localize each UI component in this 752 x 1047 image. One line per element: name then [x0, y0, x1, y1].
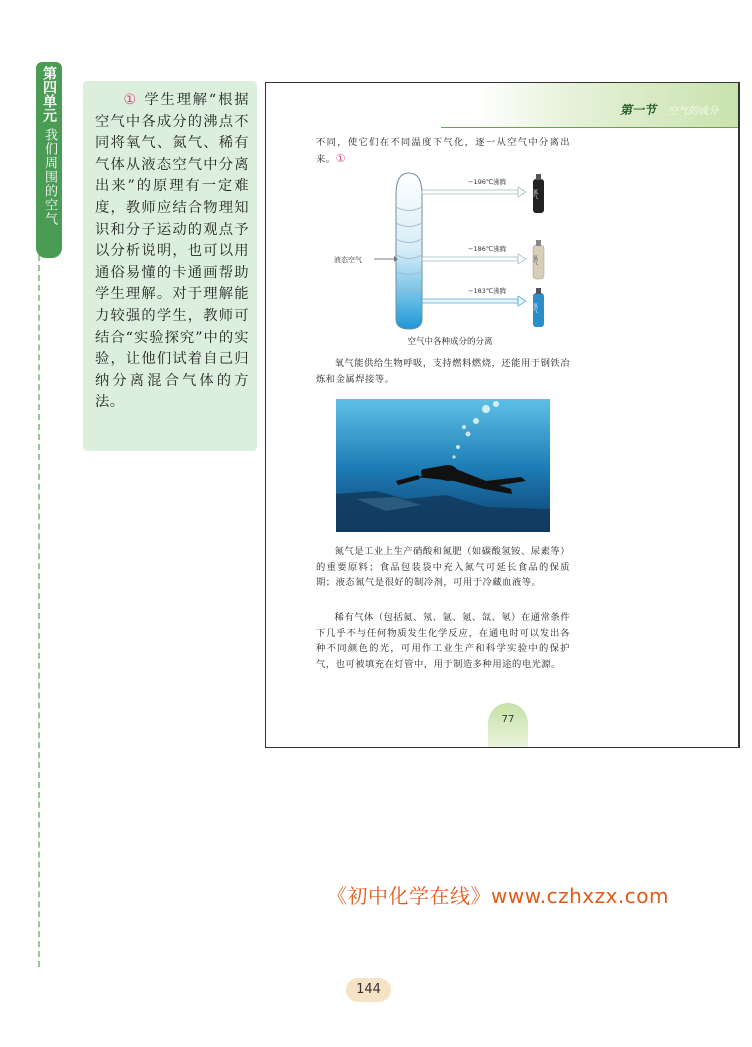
output-oxygen [422, 286, 544, 327]
section-title: 第一节 [619, 103, 656, 117]
paragraph-intro [316, 135, 570, 167]
output-nitrogen [422, 174, 544, 213]
watermark: 《初中化学在线》www.czhxzx.com [327, 884, 670, 908]
page-number: 144 [346, 978, 391, 1002]
distillation-column [396, 173, 422, 329]
output-label-3: −183℃沸腾 [468, 287, 507, 295]
diagram-caption: 空气中各种成分的分离 [407, 337, 493, 347]
output-gas-3: 氧气 [532, 303, 538, 313]
paragraph-intro-text: 不同，使它们在不同温度下气化，逐一从空气中分离出来。 [316, 137, 570, 165]
paragraph-oxygen: 氧气能供给生物呼吸，支持燃料燃烧，还能用于钢铁冶炼和金属焊接等。 [316, 358, 570, 385]
margin-dashed-line [38, 255, 40, 967]
inset-page-tab [488, 703, 528, 748]
separation-diagram [330, 169, 560, 344]
output-gas-1: 氮气 [532, 189, 538, 199]
output-gas-2: 氩气 [532, 255, 538, 265]
paragraph-noble-gases: 稀有气体（包括氦、氖、氩、氪、氙、氡）在通常条件下几乎不与任何物质发生化学反应，在通电时可以发出各种不同颜色的光，可用作工业生产和科学实验中的保护气，也可被填充在灯管中，用于制造多种用途的电光源。 [316, 612, 570, 670]
inset-page-edge [739, 82, 743, 748]
diver-photo [336, 399, 550, 532]
output-label-2: −186℃沸腾 [468, 245, 507, 253]
unit-title: 我们周围的空气 [42, 128, 57, 226]
unit-label: 第四单元 [41, 66, 57, 122]
header-rule [441, 127, 739, 128]
output-argon [422, 240, 544, 279]
input-label: 液态空气 [334, 256, 362, 264]
inset-page-number: 77 [501, 714, 515, 725]
textbook-page-image [265, 82, 739, 748]
section-name: 空气的成分 [668, 106, 718, 117]
output-label-1: −196℃沸腾 [468, 178, 507, 186]
note-text: 学生理解“根据空气中各成分的沸点不同将氧气、氮气、稀有气体从液态空气中分离出来”的原理有一定难度，教师应结合物理知识和分子运动的观点予以分析说明，也可以用通俗易懂的卡通画帮助学生理解。对于理解能力较强的学生，教师可结合“实验探究”中的实验，让他们试着自己归纳分离混合气体的方法。 [95, 92, 250, 411]
note-marker: ① [122, 92, 138, 108]
intro-marker: ① [335, 151, 346, 165]
paragraph-nitrogen: 氮气是工业上生产硝酸和氮肥（如碳酸氢铵、尿素等）的重要原料；食品包装袋中充入氮气可延长食品的保质期；液态氮气是很好的制冷剂，可用于冷藏血液等。 [316, 546, 570, 588]
unit-tab [36, 62, 62, 258]
teacher-note [83, 81, 257, 451]
